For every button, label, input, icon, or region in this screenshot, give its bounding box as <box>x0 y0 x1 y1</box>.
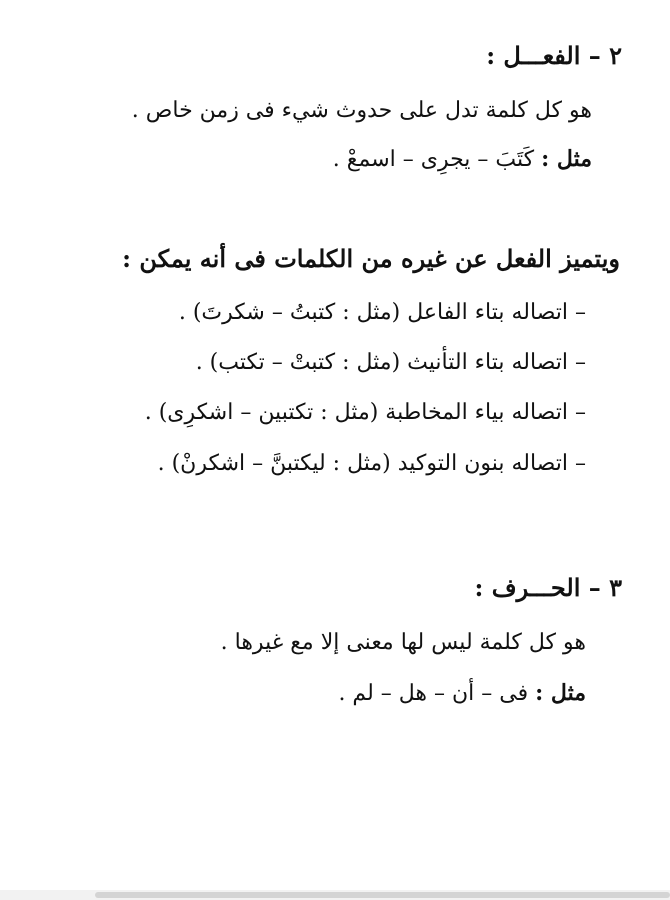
particle-example-label: مثل : <box>535 680 586 706</box>
verb-example-text: كَتَبَ – يجرِى – اسمعْ . <box>332 147 535 172</box>
distinction-item-feminine-ta: – اتصاله بتاء التأنيث (مثل : كتبتْ – تكتب) . <box>195 350 586 375</box>
verb-section-heading: ٢ – الفعـــل : <box>486 41 622 70</box>
verb-example-line <box>333 148 592 171</box>
particle-example-text: فى – أن – هل – لم . <box>338 681 529 706</box>
horizontal-scrollbar[interactable] <box>0 890 670 900</box>
distinction-heading: ويتميز الفعل عن غيره من الكلمات فى أنه يمكن : <box>122 244 620 273</box>
distinction-item-emphasis-nun: – اتصاله بنون التوكيد (مثل : ليكتبنَّ – اشكرنْ) . <box>157 451 586 476</box>
distinction-item-address-ya: – اتصاله بياء المخاطبة (مثل : تكتبين – اشكرِى) . <box>144 400 586 425</box>
verb-definition: هو كل كلمة تدل على حدوث شيء فى زمن خاص . <box>131 98 592 123</box>
scrollbar-thumb[interactable] <box>95 892 670 898</box>
particle-definition: هو كل كلمة ليس لها معنى إلا مع غيرها . <box>220 630 586 655</box>
distinction-item-tense-ta: – اتصاله بتاء الفاعل (مثل : كتبتُ – شكرتَ) . <box>178 300 586 325</box>
verb-example-label: مثل : <box>541 146 592 172</box>
particle-example-line <box>338 682 586 705</box>
particle-section-heading: ٣ – الحـــرف : <box>474 573 622 602</box>
